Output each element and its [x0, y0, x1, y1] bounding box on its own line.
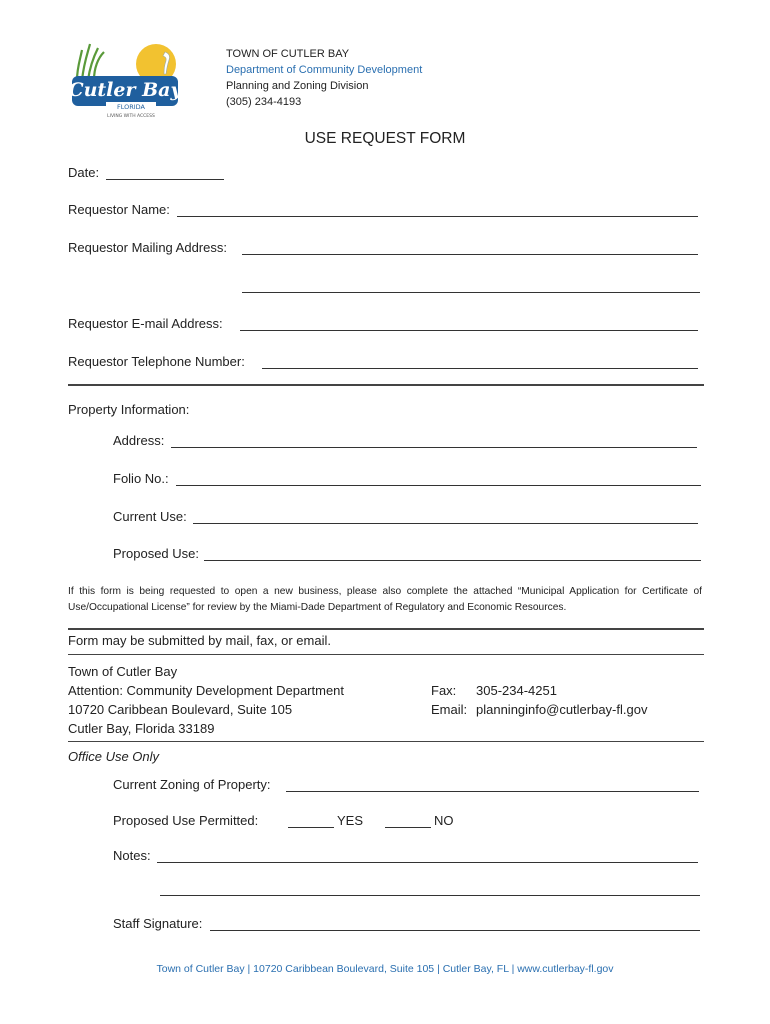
- attention-line: Attention: Community Development Department: [68, 683, 345, 698]
- notes-field[interactable]: [157, 862, 698, 863]
- signature-label: Staff Signature:: [113, 916, 203, 931]
- section-divider-2: [68, 628, 704, 630]
- email-value[interactable]: planninginfo@cutlerbay-fl.gov: [476, 702, 648, 717]
- town-name-line: Town of Cutler Bay: [68, 664, 178, 679]
- zoning-label: Current Zoning of Property:: [113, 777, 271, 792]
- fax-label: Fax:: [431, 683, 457, 698]
- logo-name: Cutler Bay: [68, 79, 182, 101]
- date-label: Date:: [68, 165, 100, 180]
- requestor-name-label: Requestor Name:: [68, 202, 170, 217]
- city-line: Cutler Bay, Florida 33189: [68, 721, 215, 736]
- email-label: Email:: [431, 702, 468, 717]
- requestor-name-field[interactable]: [177, 216, 698, 217]
- yes-field[interactable]: [288, 827, 334, 828]
- logo-state: FLORIDA: [116, 103, 146, 111]
- property-address-label: Address:: [113, 433, 165, 448]
- folio-label: Folio No.:: [113, 471, 169, 486]
- current-use-label: Current Use:: [113, 509, 187, 524]
- business-note: If this form is being requested to open a new business, please also complete the attached “Municipal Application for Certificate of Use/Occupational License” for review by the Miami-Dade Department of Regulatory and Economic Resources.: [68, 586, 702, 613]
- header-division: Planning and Zoning Division: [226, 80, 369, 92]
- section-divider-3: [68, 654, 704, 655]
- header-town: TOWN OF CUTLER BAY: [226, 48, 350, 60]
- page-footer: Town of Cutler Bay | 10720 Caribbean Boulevard, Suite 105 | Cutler Bay, FL | www.cutlerbay-fl.gov: [156, 963, 614, 975]
- requestor-phone-label: Requestor Telephone Number:: [68, 354, 245, 369]
- property-info-label: Property Information:: [68, 402, 190, 417]
- section-divider-4: [68, 741, 704, 742]
- current-use-field[interactable]: [193, 523, 698, 524]
- no-field[interactable]: [385, 827, 431, 828]
- proposed-use-field[interactable]: [204, 560, 701, 561]
- header-phone: (305) 234-4193: [226, 96, 302, 108]
- signature-field[interactable]: [210, 930, 700, 931]
- requestor-address-field[interactable]: [242, 254, 698, 255]
- requestor-email-field[interactable]: [240, 330, 698, 331]
- notes-field-2[interactable]: [160, 895, 700, 896]
- proposed-use-label: Proposed Use:: [113, 546, 199, 561]
- requestor-email-label: Requestor E-mail Address:: [68, 316, 223, 331]
- submission-heading: Form may be submitted by mail, fax, or email.: [68, 633, 331, 648]
- folio-field[interactable]: [176, 485, 701, 486]
- form-title: USE REQUEST FORM: [304, 130, 466, 147]
- no-label: NO: [434, 813, 454, 828]
- cutler-bay-logo: [68, 40, 188, 118]
- permitted-label: Proposed Use Permitted:: [113, 813, 259, 828]
- notes-label: Notes:: [113, 848, 151, 863]
- yes-label: YES: [337, 813, 364, 828]
- street-line: 10720 Caribbean Boulevard, Suite 105: [68, 702, 293, 717]
- requestor-phone-field[interactable]: [262, 368, 698, 369]
- logo-tagline: LIVING WITH ACCESS: [107, 114, 155, 118]
- property-address-field[interactable]: [171, 447, 697, 448]
- zoning-field[interactable]: [286, 791, 699, 792]
- requestor-address-label: Requestor Mailing Address:: [68, 240, 227, 255]
- fax-value: 305-234-4251: [476, 683, 557, 698]
- office-use-heading: Office Use Only: [68, 749, 160, 764]
- section-divider-1: [68, 384, 704, 386]
- header-department: Department of Community Development: [226, 64, 423, 76]
- requestor-address-field-2[interactable]: [242, 292, 700, 293]
- date-field[interactable]: [106, 179, 224, 180]
